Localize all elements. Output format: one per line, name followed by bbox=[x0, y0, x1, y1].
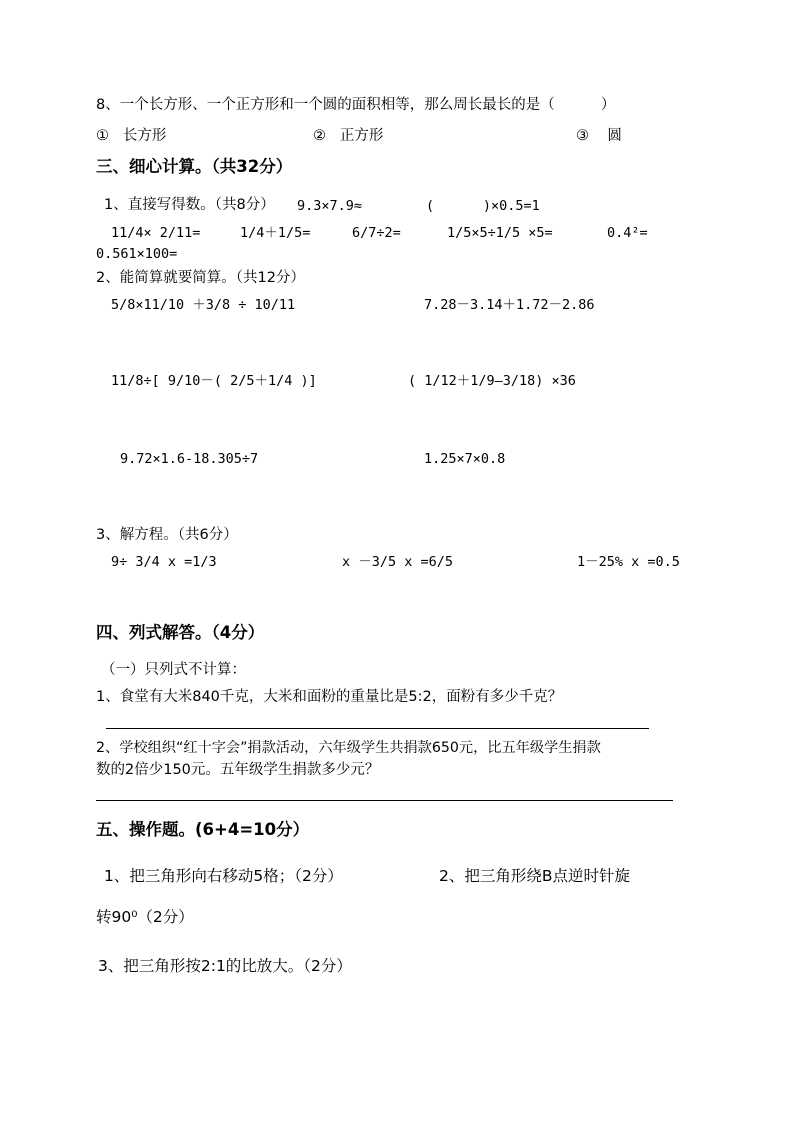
simplify-expr-4: ( 1/12＋1/9—3/18) ×36 bbox=[408, 373, 576, 389]
part-3-title: 3、解方程。（共6分） bbox=[96, 527, 238, 543]
calc-1-4+1-5: 1/4＋1/5= bbox=[240, 225, 311, 241]
calc-11-4x2-11: 11/4× 2/11= bbox=[111, 225, 201, 241]
simplify-expr-6: 1.25×7×0.8 bbox=[424, 451, 506, 467]
choice-3: ③ 圆 bbox=[576, 128, 622, 144]
calc-0-4-squared: 0.4²= bbox=[607, 225, 648, 241]
choice-2: ② 正方形 bbox=[313, 128, 384, 144]
section-4-subtitle: （一）只列式不计算： bbox=[101, 662, 246, 678]
section-3-title: 三、细心计算。（共32分） bbox=[96, 157, 293, 176]
calc-1-5x5: 1/5×5÷1/5 ×5= bbox=[447, 225, 553, 241]
part-1-title: 1、直接写得数。（共8分） bbox=[104, 197, 275, 213]
section-4-title: 四、列式解答。（4分） bbox=[96, 623, 265, 642]
calc-blank-x0-5: ( )×0.5=1 bbox=[426, 198, 540, 214]
simplify-expr-2: 7.28－3.14＋1.72－2.86 bbox=[424, 297, 595, 313]
calc-9-3x7-9: 9.3×7.9≈ bbox=[297, 198, 363, 214]
section-5-title: 五、操作题。(6+4=10分） bbox=[96, 820, 310, 839]
word-problem-1: 1、食堂有大米840千克，大米和面粉的重量比是5:2，面粉有多少千克？ bbox=[96, 689, 563, 705]
question-8-text: 8、一个长方形、一个正方形和一个圆的面积相等，那么周长最长的是（ ） bbox=[96, 97, 616, 113]
choice-1: ① 长方形 bbox=[96, 128, 167, 144]
simplify-expr-5: 9.72×1.6-18.305÷7 bbox=[120, 451, 259, 467]
part-2-title: 2、能简算就要简算。（共12分） bbox=[96, 270, 305, 286]
simplify-expr-3: 11/8÷[ 9/10－( 2/5＋1/4 )] bbox=[111, 373, 317, 389]
word-problem-2-line-1: 2、学校组织“红十字会”捐款活动，六年级学生共捐款650元，比五年级学生捐款 bbox=[96, 740, 601, 756]
operation-item-2-line-1: 2、把三角形绕B点逆时针旋 bbox=[439, 867, 630, 885]
word-problem-2-line-2: 数的2倍少150元。五年级学生捐款多少元？ bbox=[96, 762, 380, 778]
calc-0-561x100: 0.561×100= bbox=[96, 246, 178, 262]
answer-line-2 bbox=[96, 800, 673, 801]
simplify-expr-1: 5/8×11/10 ＋3/8 ÷ 10/11 bbox=[111, 297, 296, 313]
answer-line-1 bbox=[106, 728, 649, 729]
calc-6-7÷2: 6/7÷2= bbox=[352, 225, 401, 241]
operation-item-3: 3、把三角形按2:1的比放大。（2分） bbox=[98, 957, 352, 975]
operation-item-1: 1、把三角形向右移动5格；（2分） bbox=[104, 867, 343, 885]
equation-3: 1－25% x =0.5 bbox=[577, 554, 680, 570]
operation-item-2-line-2: 转90⁰（2分） bbox=[96, 908, 194, 926]
equation-2: x －3/5 x =6/5 bbox=[342, 554, 454, 570]
equation-1: 9÷ 3/4 x =1/3 bbox=[111, 554, 217, 570]
